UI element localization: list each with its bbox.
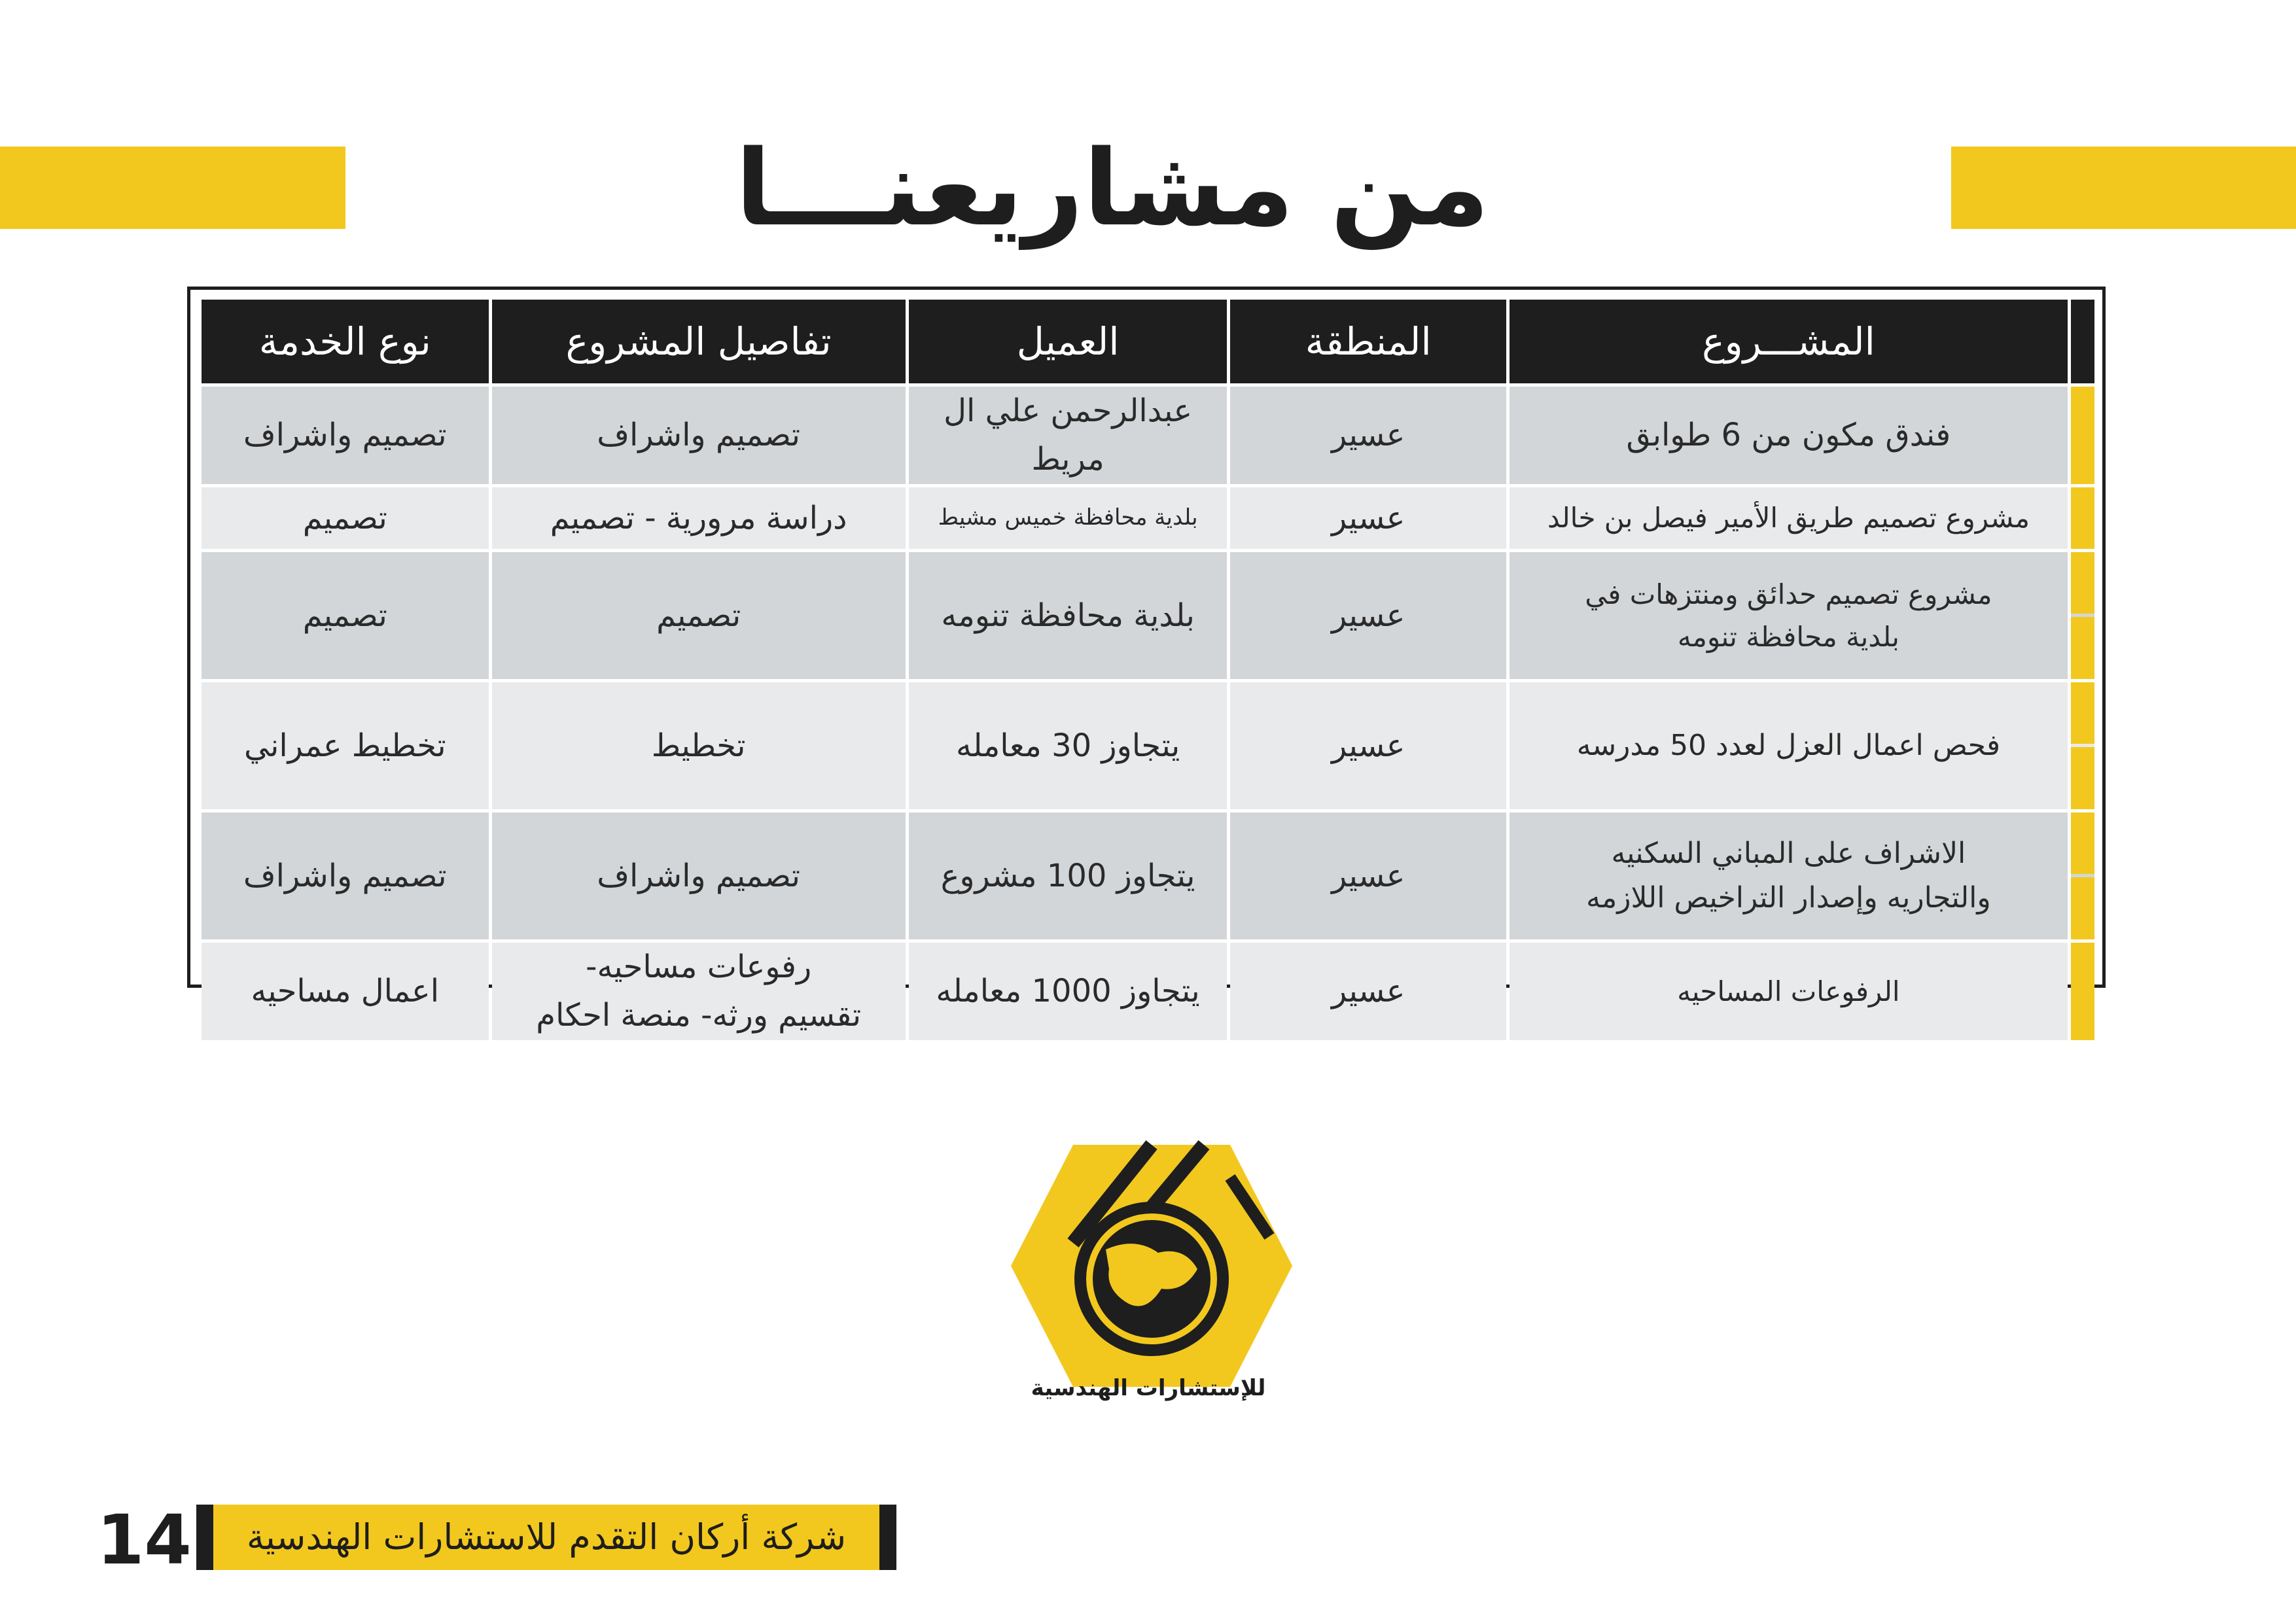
cell-project-line-2: بلدية محافظة تنومه (1677, 620, 1899, 653)
cell-details: دراسة مرورية - تصميم (492, 487, 906, 549)
cell-project-line-2: والتجاريه وإصدار التراخيص اللازمه (1586, 881, 1991, 915)
header-marker-cell (2071, 300, 2094, 383)
row-marker (2071, 682, 2094, 809)
table-row (202, 487, 2094, 549)
cell-project: فحص اعمال العزل لعدد 50 مدرسه (1510, 682, 2068, 809)
cell-project: فندق مكون من 6 طوابق (1510, 387, 2068, 484)
header-client: العميل (909, 300, 1227, 383)
cell-details (492, 943, 906, 1040)
table-row (202, 552, 2094, 679)
cell-client: يتجاوز 30 معامله (909, 682, 1227, 809)
footer-company-name: شركة أركان التقدم للاستشارات الهندسية (196, 1505, 896, 1570)
cell-details: تصميم واشراف (492, 387, 906, 484)
header-region: المنطقة (1230, 300, 1506, 383)
cell-region: عسير (1230, 812, 1506, 939)
cell-service: اعمال مساحيه (202, 943, 489, 1040)
cell-service: تخطيط عمراني (202, 682, 489, 809)
cell-project-line-1: مشروع تصميم حدائق ومنتزهات في (1585, 578, 1992, 610)
cell-project: الرفوعات المساحيه (1510, 943, 2068, 1040)
cell-region: عسير (1230, 682, 1506, 809)
page-title: من مشاريعنـــا (735, 127, 1490, 249)
table-row (202, 812, 2094, 939)
cell-project (1510, 552, 2068, 679)
header-details: تفاصيل المشروع (492, 300, 906, 383)
decorative-bar-right (1951, 147, 2296, 229)
cell-project-line-1: الاشراف على المباني السكنيه (1611, 836, 1966, 870)
logo-mark (995, 1138, 1302, 1413)
cell-client: عبدالرحمن علي ال مريط (909, 387, 1227, 484)
cell-details: تخطيط (492, 682, 906, 809)
cell-region: عسير (1230, 552, 1506, 679)
table-header-row (202, 300, 2094, 383)
table-row (202, 682, 2094, 809)
table-row (202, 943, 2094, 1040)
cell-client: بلدية محافظة خميس مشيط (909, 487, 1227, 549)
projects-table (198, 296, 2098, 1043)
cell-service: تصميم واشراف (202, 812, 489, 939)
row-marker (2071, 387, 2094, 484)
cell-service: تصميم واشراف (202, 387, 489, 484)
cell-service: تصميم (202, 487, 489, 549)
cell-client: يتجاوز 1000 معامله (909, 943, 1227, 1040)
cell-region: عسير (1230, 387, 1506, 484)
cell-details: تصميم واشراف (492, 812, 906, 939)
cell-region: عسير (1230, 487, 1506, 549)
cell-client: يتجاوز 100 مشروع (909, 812, 1227, 939)
cell-client: بلدية محافظة تنومه (909, 552, 1227, 679)
header-project: المشـــروع (1510, 300, 2068, 383)
cell-details-line-2: تقسيم ورثه- منصة احكام (536, 997, 862, 1034)
logo-caption: للإستشارات الهندسية (1031, 1375, 1266, 1401)
table-row (202, 387, 2094, 484)
cell-project: مشروع تصميم طريق الأمير فيصل بن خالد (1510, 487, 2068, 549)
cell-details: تصميم (492, 552, 906, 679)
decorative-bar-left (0, 147, 345, 229)
row-marker (2071, 943, 2094, 1040)
page-number: 14 (97, 1500, 192, 1580)
cell-service: تصميم (202, 552, 489, 679)
header-service: نوع الخدمة (202, 300, 489, 383)
cell-details-line-1: رفوعات مساحيه- (586, 948, 812, 985)
company-logo (995, 1138, 1302, 1413)
cell-project (1510, 812, 2068, 939)
cell-region: عسير (1230, 943, 1506, 1040)
row-marker (2071, 552, 2094, 679)
row-marker (2071, 487, 2094, 549)
row-marker (2071, 812, 2094, 939)
